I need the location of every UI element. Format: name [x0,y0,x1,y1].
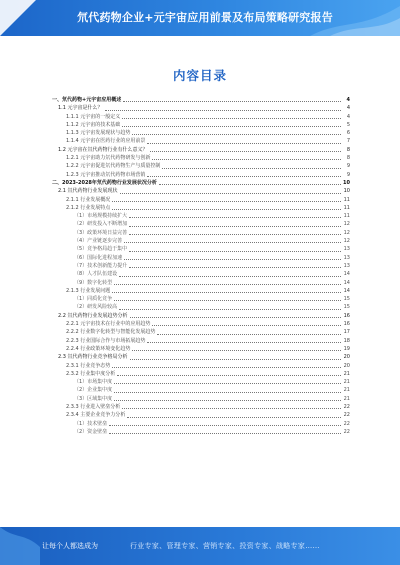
footer-slogan: 让每个人都选成为 [42,542,98,550]
toc-entry-title: 1.1.1 元宇宙的一般定义 [66,113,121,120]
toc-entry-title: 1.2.3 元宇宙推动氘代药物市场营销 [66,171,146,178]
toc-dot-leader [152,324,341,326]
toc-entry-page: 13 [343,254,350,261]
toc-entry-page: 4 [346,97,350,103]
toc-entry[interactable] [52,279,350,287]
toc-entry-page: 8 [346,155,350,162]
toc-entry-page: 12 [343,238,350,245]
toc-entry-page: 11 [343,204,350,211]
header-corner-decoration [0,0,36,36]
toc-entry-title: （3）政策环境日益完善 [74,229,128,236]
toc-dot-leader [147,175,341,177]
toc-dot-leader [150,150,341,152]
toc-entry-title: 2.3 氘代药物行业竞争格局分析 [58,354,128,361]
toc-entry[interactable] [52,403,350,411]
toc-entry-page: 11 [343,196,350,203]
toc-entry-page: 18 [343,337,350,344]
toc-entry[interactable] [52,121,350,129]
toc-entry-page: 12 [343,229,350,236]
toc-entry-title: 2.2.3 行业国际合作与市场拓展趋势 [66,337,146,344]
toc-entry-page: 19 [343,345,350,352]
toc-entry-title: 2.2 氘代药物行业发展趋势分析 [58,312,128,319]
toc-entry-page: 7 [346,138,350,145]
toc-entry[interactable] [52,220,350,228]
toc-entry[interactable] [52,370,350,378]
toc-entry[interactable] [52,303,350,311]
toc-entry[interactable] [52,320,350,328]
toc-entry-title: （1）同质化竞争 [74,296,113,303]
toc-entry-title: 2.1 氘代药物行业发展现状 [58,188,118,195]
toc-entry-page: 22 [343,403,350,410]
toc-entry[interactable] [52,411,350,419]
toc-entry-page: 21 [343,387,350,394]
toc-dot-leader [117,374,341,376]
toc-dot-leader [132,133,341,135]
toc-entry-title: 1.1.4 元宇宙在医药行业的应用前景 [66,138,146,145]
toc-entry-page: 22 [343,412,350,419]
toc-entry-title: （2）企业集中度 [74,387,113,394]
toc-entry-title: （2）资金壁垒 [74,428,108,435]
toc-entry-title: （5）竞争格局趋于集中 [74,246,128,253]
toc-entry[interactable] [52,129,350,137]
toc-entry-page: 12 [343,221,350,228]
toc-entry-title: （2）研发风险较高 [74,304,118,311]
toc-entry[interactable] [52,146,350,154]
toc-entry[interactable] [52,362,350,370]
toc-dot-leader [159,183,341,185]
toc-entry-page: 15 [343,296,350,303]
toc-entry[interactable] [52,154,350,162]
toc-entry-title: 2.3.2 行业集中度分析 [66,370,116,377]
toc-entry-title: （6）国际化进程加速 [74,254,123,261]
toc-dot-leader [124,258,341,260]
toc-dot-leader [129,250,341,252]
toc-entry-title: 1.2.1 元宇宙助力氘代药物研发与创新 [66,155,151,162]
toc-entry[interactable] [52,353,350,361]
toc-dot-leader [109,424,341,426]
toc-entry-title: 1.2.2 元宇宙促进氘代药物生产与质量控制 [66,163,161,170]
toc-dot-leader [132,349,341,351]
toc-entry-page: 10 [343,188,350,195]
toc-entry-title: 2.1.2 行业发展特点 [66,204,111,211]
toc-entry-title: （1）市场规模持续扩大 [74,213,128,220]
toc-dot-leader [123,100,341,102]
toc-dot-leader [129,266,341,268]
toc-dot-leader [130,358,341,360]
toc-dot-leader [129,225,341,227]
toc-entry[interactable] [52,137,350,145]
toc-entry[interactable] [52,229,350,237]
toc-entry[interactable] [52,428,350,436]
toc-entry[interactable] [52,328,350,336]
toc-entry[interactable] [52,312,350,320]
toc-entry-page: 16 [343,312,350,319]
toc-heading: 内容目录 [172,68,227,83]
toc-entry-page: 13 [343,262,350,269]
toc-dot-leader [147,142,341,144]
toc-dot-leader [114,399,341,401]
toc-entry-page: 21 [343,395,350,402]
toc-entry-page: 14 [343,287,350,294]
toc-dot-leader [114,382,341,384]
toc-entry[interactable] [52,345,350,353]
toc-entry[interactable] [52,187,350,195]
toc-entry-page: 14 [343,271,350,278]
toc-dot-leader [122,117,341,119]
toc-dot-leader [147,341,341,343]
toc-entry-page: 14 [343,279,350,286]
toc-entry[interactable] [52,179,350,187]
toc-entry-title: （3）区域集中度 [74,395,113,402]
toc-entry-title: 2.1.3 行业发展问题 [66,287,111,294]
toc-entry-page: 11 [343,213,350,220]
toc-dot-leader [124,241,341,243]
toc-entry-page: 17 [343,329,350,336]
toc-dot-leader [105,109,341,111]
toc-dot-leader [152,158,341,160]
toc-entry-page: 21 [343,379,350,386]
toc-entry-title: 2.2.1 元宇宙技术在行业中的应用趋势 [66,321,151,328]
toc-entry-page: 22 [343,420,350,427]
toc-entry[interactable] [52,237,350,245]
toc-entry-page: 10 [343,179,350,186]
toc-entry-title: 2.3.4 主要企业竞争力分析 [66,412,126,419]
toc-entry-title: （9）数字化转型 [74,279,113,286]
toc-dot-leader [157,333,341,335]
toc-entry[interactable] [52,287,350,295]
report-header [0,0,400,36]
toc-entry[interactable] [52,270,350,278]
toc-dot-leader [112,208,341,210]
report-footer [0,527,400,565]
toc-entry[interactable] [52,295,350,303]
footer-slogan-roles: 行业专家、管理专家、营销专家、投资专家、战略专家…… [130,542,320,550]
toc-entry[interactable] [52,162,350,170]
toc-entry[interactable] [52,212,350,220]
toc-entry-title: 2.2.4 行业政策环境变化趋势 [66,345,131,352]
report-title: 氘代药物企业+元宇宙应用前景及布局策略研究报告 [77,11,333,24]
toc-dot-leader [122,407,341,409]
toc-dot-leader [112,200,341,202]
toc-entry-page: 6 [346,130,350,137]
toc-dot-leader [120,192,341,194]
toc-dot-leader [129,216,341,218]
toc-dot-leader [127,416,341,418]
toc-entry-title: 2.3.3 行业进入壁垒分析 [66,403,121,410]
toc-entry-title: 1.1.3 元宇宙发展现状与趋势 [66,130,131,137]
toc-dot-leader [112,291,341,293]
toc-entry-title: 1.1 元宇宙是什么？ [58,105,103,112]
toc-entry-page: 4 [346,105,350,112]
toc-dot-leader [119,275,341,277]
toc-dot-leader [122,125,341,127]
toc-entry-page: 9 [346,163,350,170]
toc-entry-page: 9 [346,171,350,178]
toc-dot-leader [130,316,341,318]
toc-entry-page: 5 [346,121,350,128]
toc-dot-leader [112,366,341,368]
toc-entry-page: 16 [343,321,350,328]
toc-entry-title: （4）产业链逐步完善 [74,238,123,245]
toc-dot-leader [114,391,341,393]
toc-entry[interactable] [52,204,350,212]
toc-entry-title: 一、氘代药物+元宇宙应用概述 [52,97,122,103]
toc-entry[interactable] [52,337,350,345]
toc-entry[interactable] [52,196,350,204]
toc-entry[interactable] [52,395,350,403]
footer-wave-decoration [0,527,40,565]
table-of-contents [52,96,350,514]
toc-entry-title: （7）技术创新能力提升 [74,262,128,269]
toc-entry-title: 1.1.2 元宇宙的技术基础 [66,121,121,128]
toc-entry[interactable] [52,104,350,112]
toc-entry[interactable] [52,113,350,121]
toc-entry-page: 21 [343,370,350,377]
toc-entry-title: （1）技术壁垒 [74,420,108,427]
toc-entry-title: （8）人才队伍建设 [74,271,118,278]
toc-entry-title: （1）市场集中度 [74,379,113,386]
toc-entry-page: 20 [343,354,350,361]
toc-entry-title: 二、2023-2028年氘代药物行业发展状况分析 [52,179,157,186]
toc-entry-title: （2）研发投入不断增加 [74,221,128,228]
toc-dot-leader [119,308,341,310]
toc-dot-leader [109,432,341,434]
toc-entry[interactable] [52,171,350,179]
toc-entry-page: 4 [346,113,350,120]
toc-entry[interactable] [52,245,350,253]
toc-dot-leader [114,283,341,285]
toc-entry-page: 20 [343,362,350,369]
toc-entry[interactable] [52,420,350,428]
toc-entry[interactable] [52,254,350,262]
toc-entry[interactable] [52,378,350,386]
toc-entry-page: 15 [343,304,350,311]
toc-dot-leader [162,167,341,169]
toc-entry-page: 22 [343,428,350,435]
toc-entry-page: 8 [346,146,350,153]
toc-entry-title: 2.3.1 行业竞争态势 [66,362,111,369]
toc-entry-title: 2.2.2 行业数字化转型与智能化发展趋势 [66,329,156,336]
toc-entry[interactable] [52,386,350,394]
toc-entry[interactable] [52,262,350,270]
toc-entry-title: 1.2 元宇宙在氘代药物行业有什么意义？ [58,146,148,153]
toc-dot-leader [114,299,341,301]
toc-entry[interactable] [52,96,350,104]
toc-entry-page: 13 [343,246,350,253]
toc-dot-leader [129,233,341,235]
toc-entry-title: 2.1.1 行业发展概况 [66,196,111,203]
